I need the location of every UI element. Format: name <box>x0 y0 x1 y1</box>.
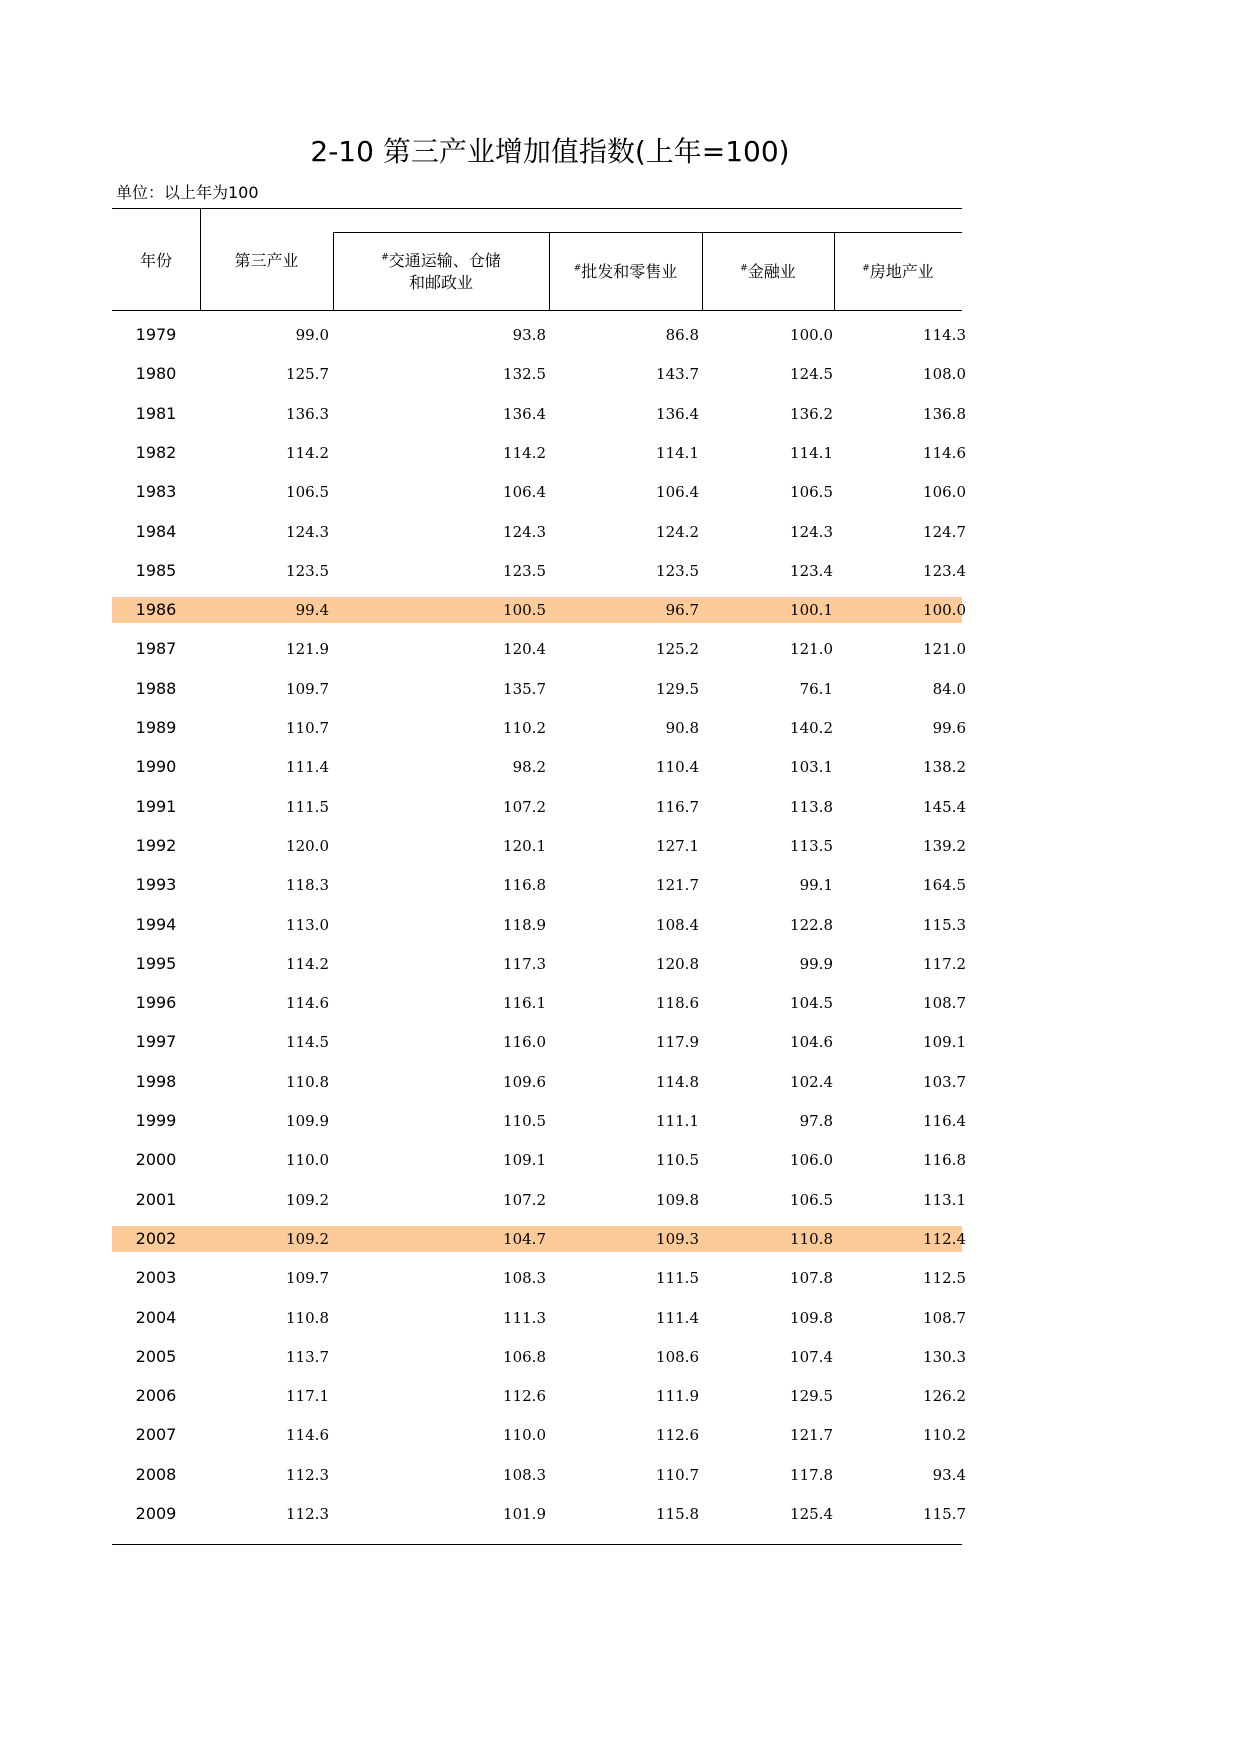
value-cell: 115.8 <box>656 1505 699 1523</box>
value-cell: 104.6 <box>790 1033 833 1052</box>
year-cell: 1993 <box>135 875 177 895</box>
value-cell: 106.4 <box>503 483 546 502</box>
value-cell: 113.5 <box>790 836 833 855</box>
table-row <box>112 479 966 505</box>
table-row <box>112 794 966 820</box>
value-cell: 99.0 <box>295 326 329 344</box>
value-cell: 107.2 <box>503 797 546 816</box>
table-row <box>112 833 966 859</box>
value-cell: 84.0 <box>932 679 966 698</box>
value-cell: 116.1 <box>503 994 546 1013</box>
table-row <box>112 636 966 662</box>
table-row <box>112 1501 966 1527</box>
value-cell: 112.5 <box>923 1269 966 1288</box>
table-row <box>112 361 966 387</box>
value-cell: 116.7 <box>656 797 699 816</box>
year-cell: 2002 <box>135 1228 177 1248</box>
value-cell: 124.2 <box>656 522 699 541</box>
value-cell: 114.1 <box>790 443 833 462</box>
value-cell: 103.1 <box>790 758 833 777</box>
page-title: 2-10 第三产业增加值指数(上年=100) <box>310 135 790 168</box>
table-row <box>112 1187 966 1213</box>
value-cell: 125.2 <box>656 640 699 659</box>
value-cell: 103.7 <box>923 1072 966 1091</box>
value-cell: 100.0 <box>790 326 833 344</box>
value-cell: 129.5 <box>790 1387 833 1406</box>
value-cell: 111.3 <box>503 1308 546 1327</box>
value-cell: 112.3 <box>286 1505 329 1523</box>
header-transport <box>333 250 549 294</box>
value-cell: 125.7 <box>286 365 329 384</box>
header-wholesale-mark: # <box>573 263 582 274</box>
value-cell: 117.2 <box>923 954 966 973</box>
table-row <box>112 597 966 623</box>
value-cell: 109.6 <box>503 1072 546 1091</box>
year-cell: 1984 <box>135 521 177 541</box>
value-cell: 110.8 <box>286 1072 329 1091</box>
value-cell: 121.7 <box>790 1426 833 1445</box>
value-cell: 117.8 <box>790 1465 833 1484</box>
value-cell: 129.5 <box>656 679 699 698</box>
value-cell: 121.0 <box>790 640 833 659</box>
year-cell: 1979 <box>135 325 177 344</box>
value-cell: 143.7 <box>656 365 699 384</box>
header-realestate-label: 房地产业 <box>869 262 934 281</box>
header-bottom-rule <box>112 310 962 311</box>
value-cell: 109.7 <box>286 1269 329 1288</box>
value-cell: 110.4 <box>656 758 699 777</box>
value-cell: 123.5 <box>503 561 546 580</box>
value-cell: 100.1 <box>790 601 833 620</box>
value-cell: 139.2 <box>923 836 966 855</box>
value-cell: 112.6 <box>503 1387 546 1406</box>
value-cell: 99.1 <box>799 876 833 895</box>
value-cell: 136.4 <box>656 404 699 423</box>
value-cell: 108.6 <box>656 1347 699 1366</box>
value-cell: 97.8 <box>799 1112 833 1130</box>
value-cell: 107.4 <box>790 1347 833 1366</box>
table-row <box>112 558 966 584</box>
value-cell: 104.7 <box>503 1229 546 1248</box>
value-cell: 116.4 <box>923 1112 966 1130</box>
value-cell: 123.4 <box>790 561 833 580</box>
value-cell: 121.9 <box>286 640 329 659</box>
value-cell: 124.5 <box>790 365 833 384</box>
value-cell: 114.2 <box>503 443 546 462</box>
value-cell: 136.2 <box>790 404 833 423</box>
year-cell: 2009 <box>135 1504 177 1523</box>
year-cell: 1985 <box>135 560 177 580</box>
value-cell: 106.5 <box>790 483 833 502</box>
table-row <box>112 1344 966 1370</box>
header-wholesale <box>549 261 702 283</box>
value-cell: 114.6 <box>923 443 966 462</box>
value-cell: 117.1 <box>286 1387 329 1406</box>
value-cell: 106.5 <box>286 483 329 502</box>
value-cell: 126.2 <box>923 1387 966 1406</box>
value-cell: 114.3 <box>923 326 966 344</box>
year-cell: 1989 <box>135 718 177 737</box>
year-cell: 1997 <box>135 1032 177 1052</box>
value-cell: 118.6 <box>656 994 699 1013</box>
header-finance <box>702 261 834 283</box>
value-cell: 109.7 <box>286 679 329 698</box>
subheader-rule <box>333 232 962 233</box>
table-top-rule <box>112 208 962 209</box>
value-cell: 112.6 <box>656 1426 699 1445</box>
value-cell: 99.9 <box>799 954 833 973</box>
value-cell: 120.1 <box>503 836 546 855</box>
table-row <box>112 1305 966 1331</box>
header-transport-line1: 交通运输、仓储 <box>388 251 501 270</box>
value-cell: 118.3 <box>286 876 329 895</box>
value-cell: 110.7 <box>656 1465 699 1484</box>
value-cell: 115.7 <box>923 1505 966 1523</box>
table-row <box>112 715 966 741</box>
value-cell: 108.0 <box>923 365 966 384</box>
table-row <box>112 1383 966 1409</box>
value-cell: 117.9 <box>656 1033 699 1052</box>
value-cell: 122.8 <box>790 915 833 934</box>
value-cell: 125.4 <box>790 1505 833 1523</box>
year-cell: 2006 <box>135 1386 177 1406</box>
year-cell: 2003 <box>135 1268 177 1288</box>
year-cell: 1980 <box>135 364 177 384</box>
year-cell: 1992 <box>135 835 177 855</box>
value-cell: 110.5 <box>656 1151 699 1170</box>
value-cell: 102.4 <box>790 1072 833 1091</box>
value-cell: 93.8 <box>512 326 546 344</box>
value-cell: 106.4 <box>656 483 699 502</box>
value-cell: 123.5 <box>286 561 329 580</box>
value-cell: 120.4 <box>503 640 546 659</box>
year-cell: 2008 <box>135 1464 177 1484</box>
table-row <box>112 1029 966 1055</box>
header-wholesale-label: 批发和零售业 <box>581 262 678 281</box>
value-cell: 108.3 <box>503 1269 546 1288</box>
header-transport-mark: # <box>381 252 389 263</box>
year-cell: 1988 <box>135 678 177 698</box>
value-cell: 121.0 <box>923 640 966 659</box>
table-row <box>112 1108 966 1134</box>
value-cell: 136.4 <box>503 404 546 423</box>
value-cell: 114.8 <box>656 1072 699 1091</box>
value-cell: 116.8 <box>923 1151 966 1170</box>
value-cell: 108.4 <box>656 915 699 934</box>
year-cell: 1991 <box>135 796 177 816</box>
year-cell: 1982 <box>135 442 177 462</box>
table-row <box>112 401 966 427</box>
table-row <box>112 676 966 702</box>
value-cell: 76.1 <box>799 679 833 698</box>
table-row <box>112 912 966 938</box>
value-cell: 120.8 <box>656 954 699 973</box>
year-cell: 2000 <box>135 1150 177 1170</box>
value-cell: 136.8 <box>923 404 966 423</box>
table-row <box>112 440 966 466</box>
value-cell: 123.5 <box>656 561 699 580</box>
value-cell: 124.3 <box>286 522 329 541</box>
value-cell: 109.8 <box>790 1308 833 1327</box>
value-cell: 121.7 <box>656 876 699 895</box>
header-transport-line2: 和邮政业 <box>408 273 473 292</box>
value-cell: 98.2 <box>512 758 546 777</box>
header-realestate-mark: # <box>862 263 870 274</box>
value-cell: 108.3 <box>503 1465 546 1484</box>
value-cell: 113.7 <box>286 1347 329 1366</box>
value-cell: 111.5 <box>656 1269 699 1288</box>
year-cell: 1998 <box>135 1071 177 1091</box>
year-cell: 2001 <box>135 1189 177 1209</box>
table-row <box>112 1462 966 1488</box>
value-cell: 112.4 <box>923 1229 966 1248</box>
value-cell: 111.4 <box>656 1308 699 1327</box>
value-cell: 140.2 <box>790 719 833 737</box>
table-row <box>112 990 966 1016</box>
value-cell: 109.9 <box>286 1112 329 1130</box>
value-cell: 108.7 <box>923 1308 966 1327</box>
value-cell: 132.5 <box>503 365 546 384</box>
value-cell: 120.0 <box>286 836 329 855</box>
value-cell: 106.8 <box>503 1347 546 1366</box>
value-cell: 164.5 <box>923 876 966 895</box>
value-cell: 114.2 <box>286 443 329 462</box>
table-row <box>112 1265 966 1291</box>
value-cell: 109.1 <box>503 1151 546 1170</box>
value-cell: 86.8 <box>665 326 699 344</box>
value-cell: 130.3 <box>923 1347 966 1366</box>
value-cell: 111.5 <box>286 797 329 816</box>
value-cell: 110.0 <box>286 1151 329 1170</box>
value-cell: 111.4 <box>286 758 329 777</box>
value-cell: 116.0 <box>503 1033 546 1052</box>
year-cell: 1986 <box>135 600 177 620</box>
table-row <box>112 1147 966 1173</box>
value-cell: 136.3 <box>286 404 329 423</box>
value-cell: 90.8 <box>665 719 699 737</box>
value-cell: 113.8 <box>790 797 833 816</box>
header-tertiary: 第三产业 <box>234 251 299 270</box>
value-cell: 113.1 <box>923 1190 966 1209</box>
value-cell: 138.2 <box>923 758 966 777</box>
year-cell: 2004 <box>135 1307 177 1327</box>
value-cell: 106.0 <box>790 1151 833 1170</box>
value-cell: 115.3 <box>923 915 966 934</box>
table-row <box>112 951 966 977</box>
value-cell: 104.5 <box>790 994 833 1013</box>
value-cell: 93.4 <box>932 1465 966 1484</box>
table-row <box>112 1069 966 1095</box>
value-cell: 110.2 <box>923 1426 966 1445</box>
value-cell: 114.1 <box>656 443 699 462</box>
value-cell: 114.2 <box>286 954 329 973</box>
header-realestate <box>834 261 962 283</box>
value-cell: 111.9 <box>656 1387 699 1406</box>
value-cell: 100.5 <box>503 601 546 620</box>
value-cell: 145.4 <box>923 797 966 816</box>
value-cell: 106.5 <box>790 1190 833 1209</box>
table-row <box>112 1422 966 1448</box>
year-cell: 1983 <box>135 482 177 502</box>
value-cell: 114.5 <box>286 1033 329 1052</box>
value-cell: 127.1 <box>656 836 699 855</box>
value-cell: 116.8 <box>503 876 546 895</box>
table-bottom-rule <box>112 1544 962 1545</box>
value-cell: 107.2 <box>503 1190 546 1209</box>
year-cell: 2005 <box>135 1346 177 1366</box>
value-cell: 114.6 <box>286 994 329 1013</box>
value-cell: 101.9 <box>503 1505 546 1523</box>
value-cell: 118.9 <box>503 915 546 934</box>
value-cell: 124.3 <box>790 522 833 541</box>
value-cell: 110.0 <box>503 1426 546 1445</box>
value-cell: 107.8 <box>790 1269 833 1288</box>
table-row <box>112 754 966 780</box>
value-cell: 110.2 <box>503 719 546 737</box>
value-cell: 109.1 <box>923 1033 966 1052</box>
value-cell: 109.2 <box>286 1190 329 1209</box>
year-cell: 1990 <box>135 757 177 777</box>
value-cell: 99.4 <box>295 601 329 620</box>
table-row <box>112 872 966 898</box>
value-cell: 109.2 <box>286 1229 329 1248</box>
table-row <box>112 519 966 545</box>
table-row <box>112 322 966 348</box>
unit-label: 单位：以上年为100 <box>116 183 259 202</box>
value-cell: 110.8 <box>790 1229 833 1248</box>
header-year: 年份 <box>139 251 172 270</box>
value-cell: 96.7 <box>665 601 699 620</box>
table-row <box>112 1226 966 1252</box>
year-cell: 2007 <box>135 1425 177 1445</box>
value-cell: 111.1 <box>656 1112 699 1130</box>
value-cell: 123.4 <box>923 561 966 580</box>
value-cell: 135.7 <box>503 679 546 698</box>
value-cell: 124.7 <box>923 522 966 541</box>
year-cell: 1987 <box>135 639 177 659</box>
year-cell: 1981 <box>135 403 177 423</box>
value-cell: 108.7 <box>923 994 966 1013</box>
value-cell: 112.3 <box>286 1465 329 1484</box>
value-cell: 109.3 <box>656 1229 699 1248</box>
value-cell: 110.7 <box>286 719 329 737</box>
value-cell: 114.6 <box>286 1426 329 1445</box>
header-finance-mark: # <box>740 263 748 274</box>
header-finance-label: 金融业 <box>747 262 796 281</box>
year-cell: 1996 <box>135 993 177 1013</box>
year-cell: 1995 <box>135 953 177 973</box>
value-cell: 109.8 <box>656 1190 699 1209</box>
value-cell: 124.3 <box>503 522 546 541</box>
value-cell: 110.5 <box>503 1112 546 1130</box>
value-cell: 100.0 <box>923 601 966 620</box>
value-cell: 99.6 <box>932 719 966 737</box>
value-cell: 117.3 <box>503 954 546 973</box>
value-cell: 106.0 <box>923 483 966 502</box>
year-cell: 1994 <box>135 914 177 934</box>
year-cell: 1999 <box>135 1111 177 1130</box>
value-cell: 110.8 <box>286 1308 329 1327</box>
value-cell: 113.0 <box>286 915 329 934</box>
